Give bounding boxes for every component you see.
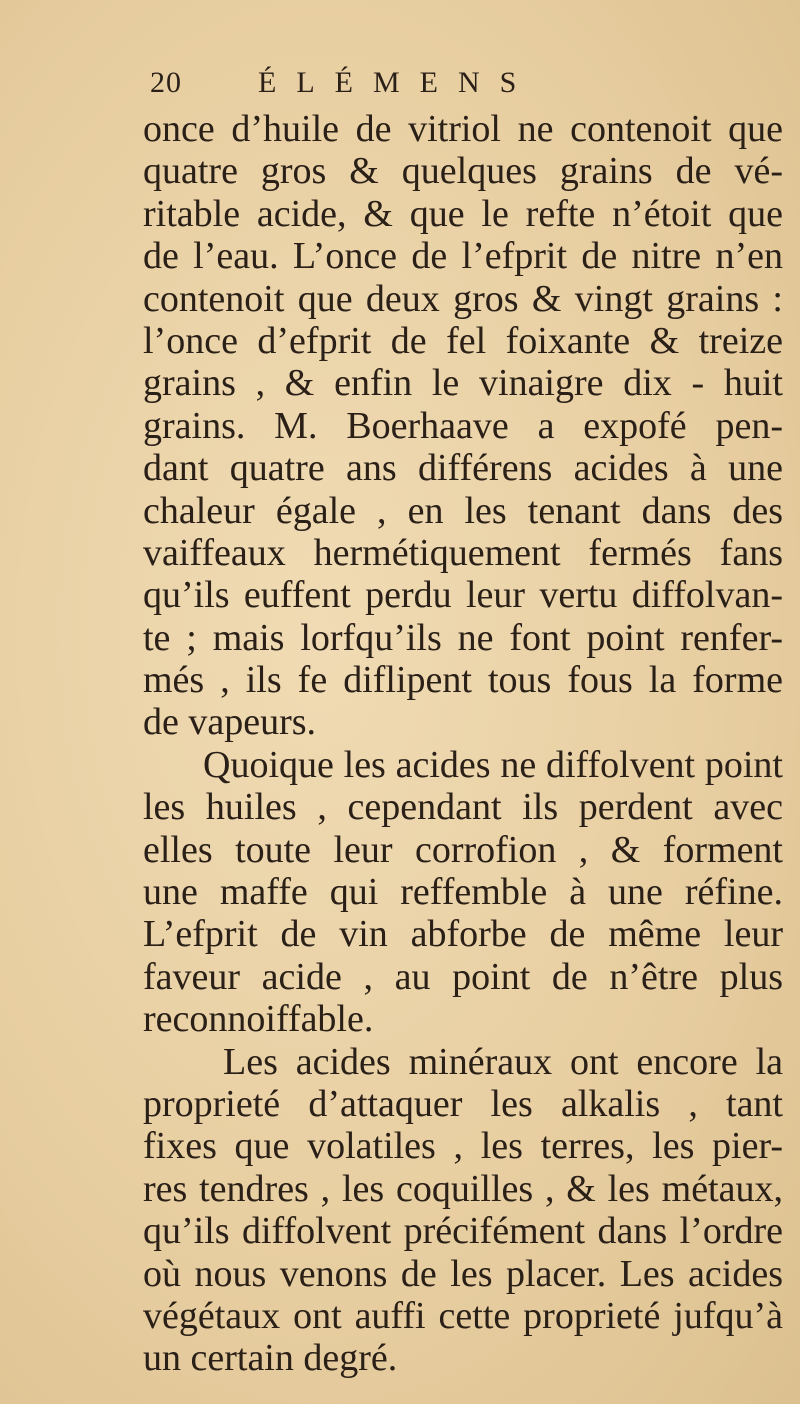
text-line: où nous venons de les placer. Les acides xyxy=(143,1252,783,1295)
text-line: de vapeurs. xyxy=(143,701,317,744)
text-line: te ; mais lorfqu’ils ne font point renfer- xyxy=(143,616,783,659)
text-line: res tendres , les coquilles , & les métaux, xyxy=(143,1167,783,1210)
paragraph xyxy=(143,108,783,744)
text-line: une maffe qui reffemble à une réfine. xyxy=(143,871,783,914)
text-line: l’once d’efprit de fel foixante & treize xyxy=(143,319,783,362)
text-line: Les acides minéraux ont encore la xyxy=(223,1040,783,1083)
text-line: grains. M. Boerhaave a expofé pen- xyxy=(143,404,783,447)
text-line: fixes que volatiles , les terres, les pier- xyxy=(143,1125,783,1168)
text-line: once d’huile de vitriol ne contenoit que xyxy=(143,108,783,150)
text-line: quatre gros & quelques grains de vé- xyxy=(143,150,783,193)
text-line: un certain degré. xyxy=(143,1337,398,1380)
text-line: grains , & enfin le vinaigre dix - huit xyxy=(143,362,783,405)
text-line: les huiles , cependant ils perdent avec xyxy=(143,786,783,829)
text-line: L’efprit de vin abforbe de même leur xyxy=(143,913,783,956)
text-line: proprieté d’attaquer les alkalis , tant xyxy=(143,1082,783,1125)
text-line: reconnoiffable. xyxy=(143,998,374,1041)
page-number: 20 xyxy=(150,66,182,99)
text-line: elles toute leur corrofion , & forment xyxy=(143,828,783,871)
text-line: dant quatre ans différens acides à une xyxy=(143,447,783,490)
text-line: faveur acide , au point de n’être plus xyxy=(143,955,783,998)
text-line: vaiffeaux hermétiquement fermés fans xyxy=(143,531,783,574)
body-text xyxy=(143,108,783,1380)
running-head xyxy=(150,66,750,110)
text-line: qu’ils euffent perdu leur vertu diffolvan- xyxy=(143,574,783,617)
text-line: contenoit que deux gros & vingt grains : xyxy=(143,277,783,320)
text-line: végétaux ont auffi cette proprieté jufqu’à xyxy=(143,1294,783,1337)
text-line: més , ils fe diflipent tous fous la forme xyxy=(143,659,783,702)
text-line: de l’eau. L’once de l’efprit de nitre n’en xyxy=(143,235,783,278)
text-line: chaleur égale , en les tenant dans des xyxy=(143,489,783,532)
paragraph xyxy=(143,1041,783,1380)
text-line: qu’ils diffolvent précifément dans l’ordre xyxy=(143,1210,783,1253)
text-line: ritable acide, & que le refte n’étoit que xyxy=(143,192,783,235)
running-title: ÉLÉMENS xyxy=(258,66,537,99)
paragraph xyxy=(143,744,783,1041)
text-line: Quoique les acides ne diffolvent point xyxy=(203,743,783,786)
